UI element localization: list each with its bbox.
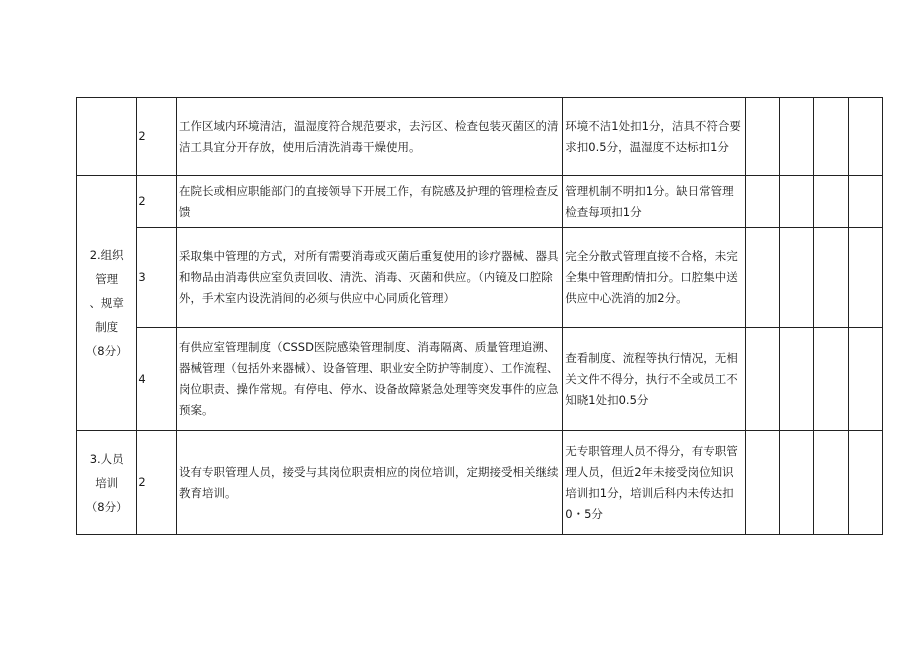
blank-cell <box>814 98 848 176</box>
deduction-cell: 完全分散式管理直接不合格，未完全集中管理酌情扣分。口腔集中送供应中心洗消的加2分。 <box>563 228 745 328</box>
deduction-cell: 无专职管理人员不得分，有专职管理人员，但近2年未接受岗位知识培训扣1分，培训后科内未传达扣0・5分 <box>563 431 745 535</box>
category-line: （8分） <box>85 499 128 514</box>
blank-cell <box>848 328 882 431</box>
category-line: 制度 <box>95 320 119 334</box>
content-cell: 在院长或相应职能部门的直接领导下开展工作，有院感及护理的管理检查反馈 <box>176 176 562 228</box>
blank-cell <box>779 431 813 535</box>
blank-cell <box>848 431 882 535</box>
blank-cell <box>745 228 779 328</box>
blank-cell <box>779 98 813 176</box>
table-row <box>77 431 883 535</box>
table-row <box>77 98 883 176</box>
blank-cell <box>779 228 813 328</box>
blank-cell <box>814 431 848 535</box>
content-cell: 设有专职管理人员，接受与其岗位职责相应的岗位培训，定期接受相关继续教育培训。 <box>176 431 562 535</box>
blank-cell <box>814 228 848 328</box>
evaluation-table <box>76 97 883 535</box>
blank-cell <box>848 98 882 176</box>
score-cell: 4 <box>137 328 177 431</box>
blank-cell <box>745 98 779 176</box>
content-cell: 有供应室管理制度（CSSD医院感染管理制度、消毒隔离、质量管理追溯、器械管理（包括外来器械）、设备管理、职业安全防护等制度）、工作流程、岗位职责、操作常规。有停电、停水、设备故障紧急处理等突发事件的应急预案。 <box>176 328 562 431</box>
category-line: 管理 <box>95 272 119 286</box>
category-line: 3.人员 <box>89 451 124 466</box>
blank-cell <box>745 431 779 535</box>
content-cell: 采取集中管理的方式，对所有需要消毒或灭菌后重复使用的诊疗器械、器具和物品由消毒供应室负责回收、清洗、消毒、灭菌和供应。（内镜及口腔除外，手术室内设洗消间的必须与供应中心同质化管理） <box>176 228 562 328</box>
deduction-cell: 管理机制不明扣1分。缺日常管理检查每项扣1分 <box>563 176 745 228</box>
category-cell-training <box>77 431 137 535</box>
table-row <box>77 176 883 228</box>
deduction-cell: 环境不洁1处扣1分，洁具不符合要求扣0.5分，温湿度不达标扣1分 <box>563 98 745 176</box>
category-cell-empty <box>77 98 137 176</box>
category-line: 、规章 <box>89 296 124 310</box>
blank-cell <box>814 328 848 431</box>
category-line: （8分） <box>85 344 128 358</box>
blank-cell <box>848 176 882 228</box>
deduction-cell: 查看制度、流程等执行情况，无相关文件不得分，执行不全或员工不知晓1处扣0.5分 <box>563 328 745 431</box>
score-cell: 2 <box>137 431 177 535</box>
category-line: 培训 <box>95 475 119 490</box>
score-cell: 2 <box>137 98 177 176</box>
blank-cell <box>814 176 848 228</box>
table-row <box>77 328 883 431</box>
blank-cell <box>745 328 779 431</box>
category-cell-org <box>77 176 137 431</box>
score-cell: 3 <box>137 228 177 328</box>
table-row <box>77 228 883 328</box>
category-line: 2.组织 <box>89 248 124 262</box>
content-cell: 工作区域内环境清洁，温湿度符合规范要求，去污区、检查包装灭菌区的清洁工具宜分开存放，使用后清洗消毒干燥使用。 <box>176 98 562 176</box>
score-cell: 2 <box>137 176 177 228</box>
blank-cell <box>779 176 813 228</box>
blank-cell <box>848 228 882 328</box>
blank-cell <box>779 328 813 431</box>
blank-cell <box>745 176 779 228</box>
